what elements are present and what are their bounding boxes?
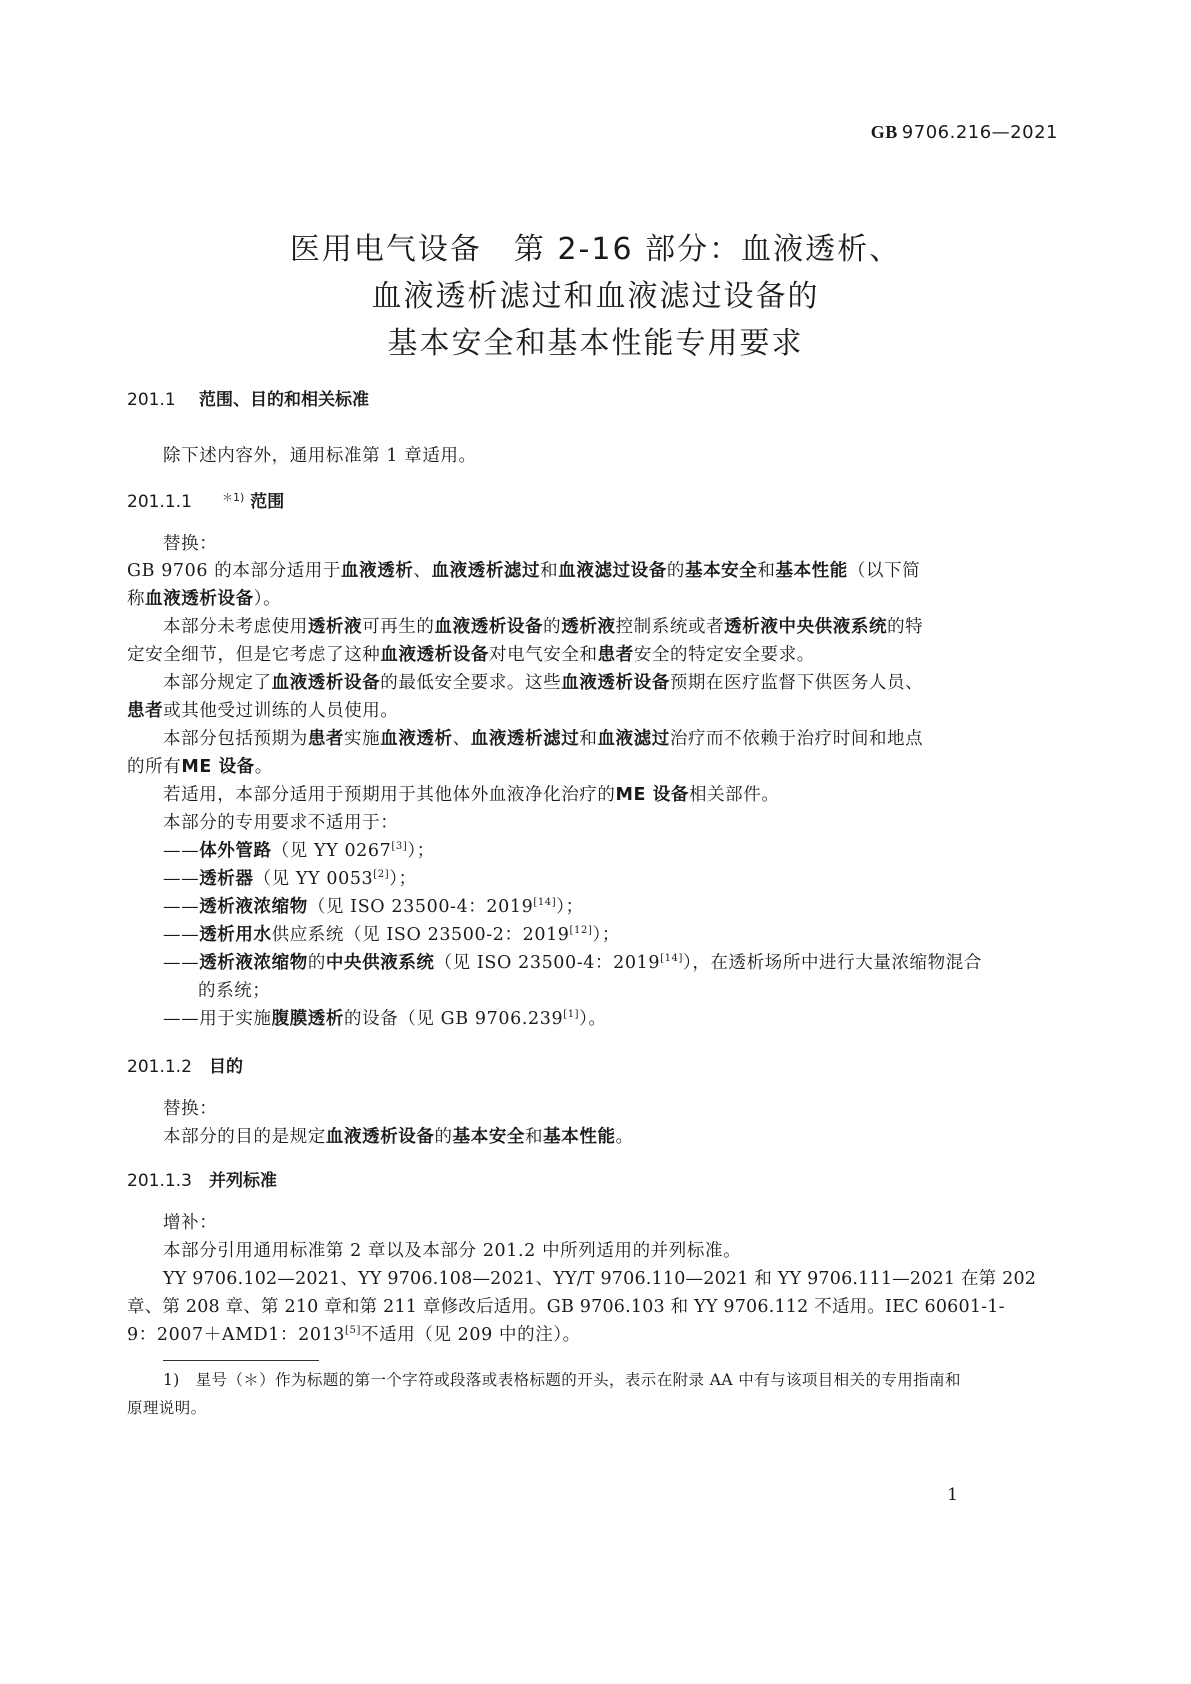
- paragraph: GB 9706 的本部分适用于血液透析、血液透析滤过和血液滤过设备的基本安全和基本性能（以下简: [127, 561, 921, 581]
- paragraph: 本部分未考虑使用透析液可再生的血液透析设备的透析液控制系统或者透析液中央供液系统的特: [163, 617, 924, 637]
- list-item: ——用于实施腹膜透析的设备（见 GB 9706.239[1]）。: [163, 1009, 607, 1029]
- standard-code: GB 9706.216—2021: [870, 122, 1058, 143]
- paragraph: 若适用，本部分适用于预期用于其他体外血液净化治疗的ME 设备相关部件。: [163, 785, 780, 805]
- section-heading-201-1-1: 201.1.1 $^{*1)}$ 范围: [127, 491, 285, 512]
- paragraph: 本部分的目的是规定血液透析设备的基本安全和基本性能。: [163, 1127, 634, 1147]
- paragraph: 定安全细节，但是它考虑了这种血液透析设备对电气安全和患者安全的特定安全要求。: [127, 645, 815, 665]
- supplement-label: 增补：: [163, 1213, 218, 1233]
- list-item: ——体外管路（见 YY 0267[3]）；: [163, 841, 435, 861]
- paragraph: 除下述内容外，通用标准第 1 章适用。: [163, 446, 477, 466]
- title-line-2: 血液透析滤过和血液滤过设备的: [371, 279, 820, 314]
- paragraph: 本部分规定了血液透析设备的最低安全要求。这些血液透析设备预期在医疗监督下供医务人员、: [163, 673, 924, 693]
- paragraph: 称血液透析设备）。: [127, 589, 282, 609]
- page-number: 1: [947, 1485, 958, 1505]
- list-item: ——透析用水供应系统（见 ISO 23500-2：2019[12]）；: [163, 925, 620, 945]
- title-line-3: 基本安全和基本性能专用要求: [387, 326, 804, 361]
- list-item-continuation: 的系统；: [198, 981, 271, 1001]
- title-line-1: 医用电气设备 第 2-16 部分：血液透析、: [289, 232, 902, 267]
- footnote: 1) 星号（＊）作为标题的第一个字符或段落或表格标题的开头，表示在附录 AA 中有与该项目相关的专用指南和: [163, 1371, 961, 1389]
- paragraph: 本部分引用通用标准第 2 章以及本部分 201.2 中所列适用的并列标准。: [163, 1241, 742, 1261]
- paragraph: 的所有ME 设备。: [127, 757, 273, 777]
- section-heading-201-1: 201.1 范围、目的和相关标准: [127, 390, 369, 410]
- replace-label: 替换：: [163, 1099, 218, 1119]
- paragraph: 本部分的专用要求不适用于：: [163, 813, 399, 833]
- footnote-divider: [163, 1360, 319, 1361]
- paragraph: 本部分包括预期为患者实施血液透析、血液透析滤过和血液滤过治疗而不依赖于治疗时间和地点: [163, 729, 924, 749]
- document-title: [0, 226, 1191, 367]
- list-item: ——透析液浓缩物（见 ISO 23500-4：2019[14]）；: [163, 897, 584, 917]
- list-item: ——透析液浓缩物的中央供液系统（见 ISO 23500-4：2019[14]），在透析场所中进行大量浓缩物混合: [163, 953, 982, 973]
- paragraph: 患者或其他受过训练的人员使用。: [127, 701, 399, 721]
- section-heading-201-1-2: 201.1.2 目的: [127, 1057, 243, 1077]
- replace-label: 替换：: [163, 534, 218, 554]
- paragraph: 9：2007＋AMD1：2013[5]不适用（见 209 中的注）。: [127, 1325, 581, 1345]
- section-heading-201-1-3: 201.1.3 并列标准: [127, 1171, 277, 1191]
- paragraph: YY 9706.102—2021、YY 9706.108—2021、YY/T 9706.110—2021 和 YY 9706.111—2021 在第 202: [163, 1269, 1037, 1289]
- list-item: ——透析器（见 YY 0053[2]）；: [163, 869, 417, 889]
- footnote-continuation: 原理说明。: [127, 1399, 207, 1417]
- paragraph: 章、第 208 章、第 210 章和第 211 章修改后适用。GB 9706.103 和 YY 9706.112 不适用。IEC 60601-1-: [127, 1297, 1005, 1317]
